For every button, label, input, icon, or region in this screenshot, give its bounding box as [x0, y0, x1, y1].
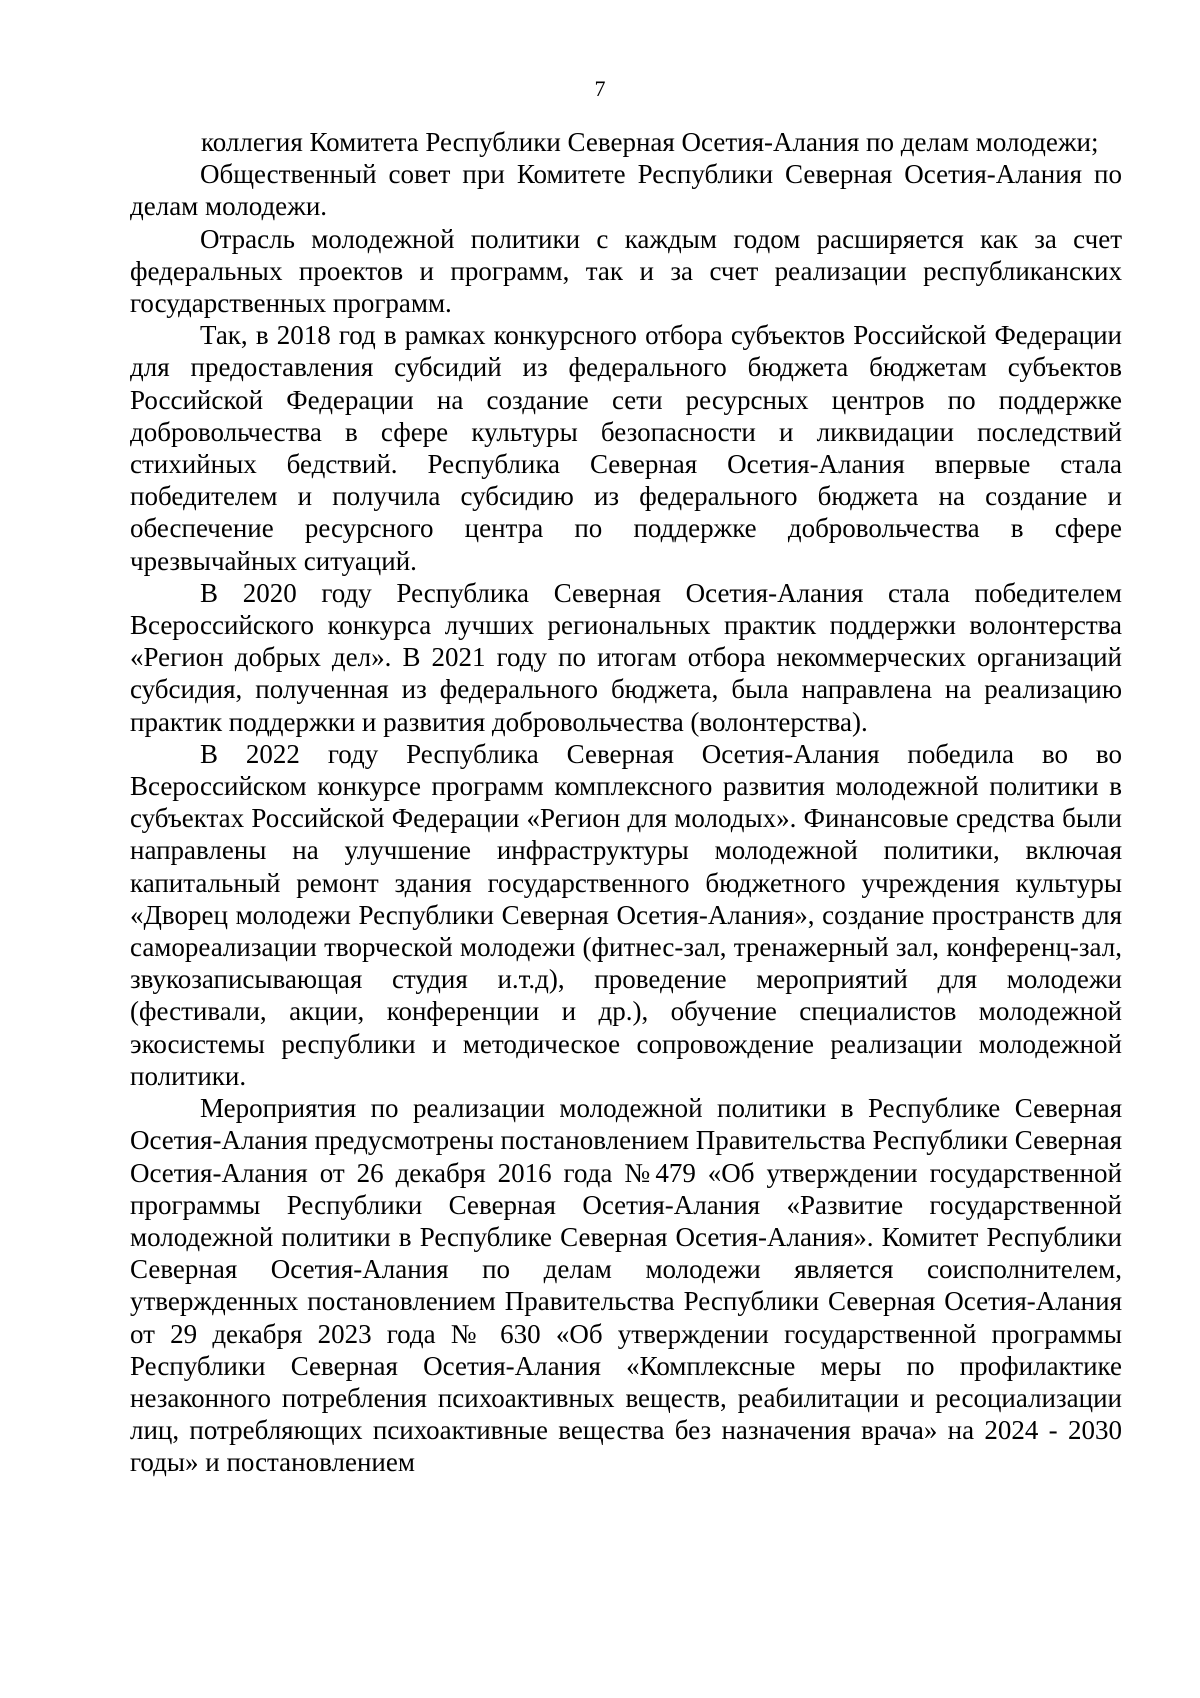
paragraph-collegium: коллегия Комитета Республики Северная Осетия-Алания по делам молодежи;: [201, 127, 1099, 157]
paragraph-2020-region-of-good-deeds: В 2020 году Республика Северная Осетия-Алания стала победителем Всероссийского конкурса лучших региональных практик поддержки волонтерства «Регион добрых дел». В 2021 году по итогам отбора некоммерческих организаций субсидия, полученная из федерального бюджета, была направлена на реализацию практик поддержки и развития добровольчества (волонтерства).: [130, 577, 1122, 737]
paragraph-state-programs: Мероприятия по реализации молодежной политики в Республике Северная Осетия-Алания предусмотрены постановлением Правительства Республики Северная Осетия-Алания от 26 декабря 2016 года №479 «Об утверждении государственной программы Республики Северная Осетия-Алания «Развитие государственной молодежной политики в Республике Северная Осетия-Алания». Комитет Республики Северная Осетия-Алания по делам молодежи является соисполнителем, утвержденных постановлением Правительства Республики Северная Осетия-Алания от 29 декабря 2023 года № 630 «Об утверждении государственной программы Республики Северная Осетия-Алания «Комплексные меры по профилактике незаконного потребления психоактивных веществ, реабилитации и ресоциализации лиц, потребляющих психоактивные вещества без назначения врача» на 2024 - 2030 годы» и постановлением: [130, 1093, 1122, 1478]
paragraph-youth-policy-expansion: Отрасль молодежной политики с каждым годом расширяется как за счет федеральных проектов и программ, так и за счет реализации республиканских государственных программ.: [130, 223, 1122, 319]
document-body: [130, 126, 1122, 1479]
paragraph-public-council: Общественный совет при Комитете Республики Северная Осетия-Алания по делам молодежи.: [130, 159, 1122, 222]
paragraph-2018-resource-center: Так, в 2018 год в рамках конкурсного отбора субъектов Российской Федерации для предоставления субсидий из федерального бюджета бюджетам субъектов Российской Федерации на создание сети ресурсных центров по поддержке добровольчества в сфере культуры безопасности и ликвидации последствий стихийных бедствий. Республика Северная Осетия-Алания впервые стала победителем и получила субсидию из федерального бюджета на создание и обеспечение ресурсного центра по поддержке добровольчества в сфере чрезвычайных ситуаций.: [130, 320, 1122, 576]
paragraph-2022-region-for-young: В 2022 году Республика Северная Осетия-Алания победила во во Всероссийском конкурсе программ комплексного развития молодежной политики в субъектах Российской Федерации «Регион для молодых». Финансовые средства были направлены на улучшение инфраструктуры молодежной политики, включая капитальный ремонт здания государственного бюджетного учреждения культуры «Дворец молодежи Республики Северная Осетия-Алания», создание пространств для самореализации творческой молодежи (фитнес-зал, тренажерный зал, конференц-зал, звукозаписывающая студия и.т.д), проведение мероприятий для молодежи (фестивали, акции, конференции и др.), обучение специалистов молодежной экосистемы республики и методическое сопровождение реализации молодежной политики.: [130, 738, 1122, 1091]
page-number: 7: [594, 76, 606, 101]
